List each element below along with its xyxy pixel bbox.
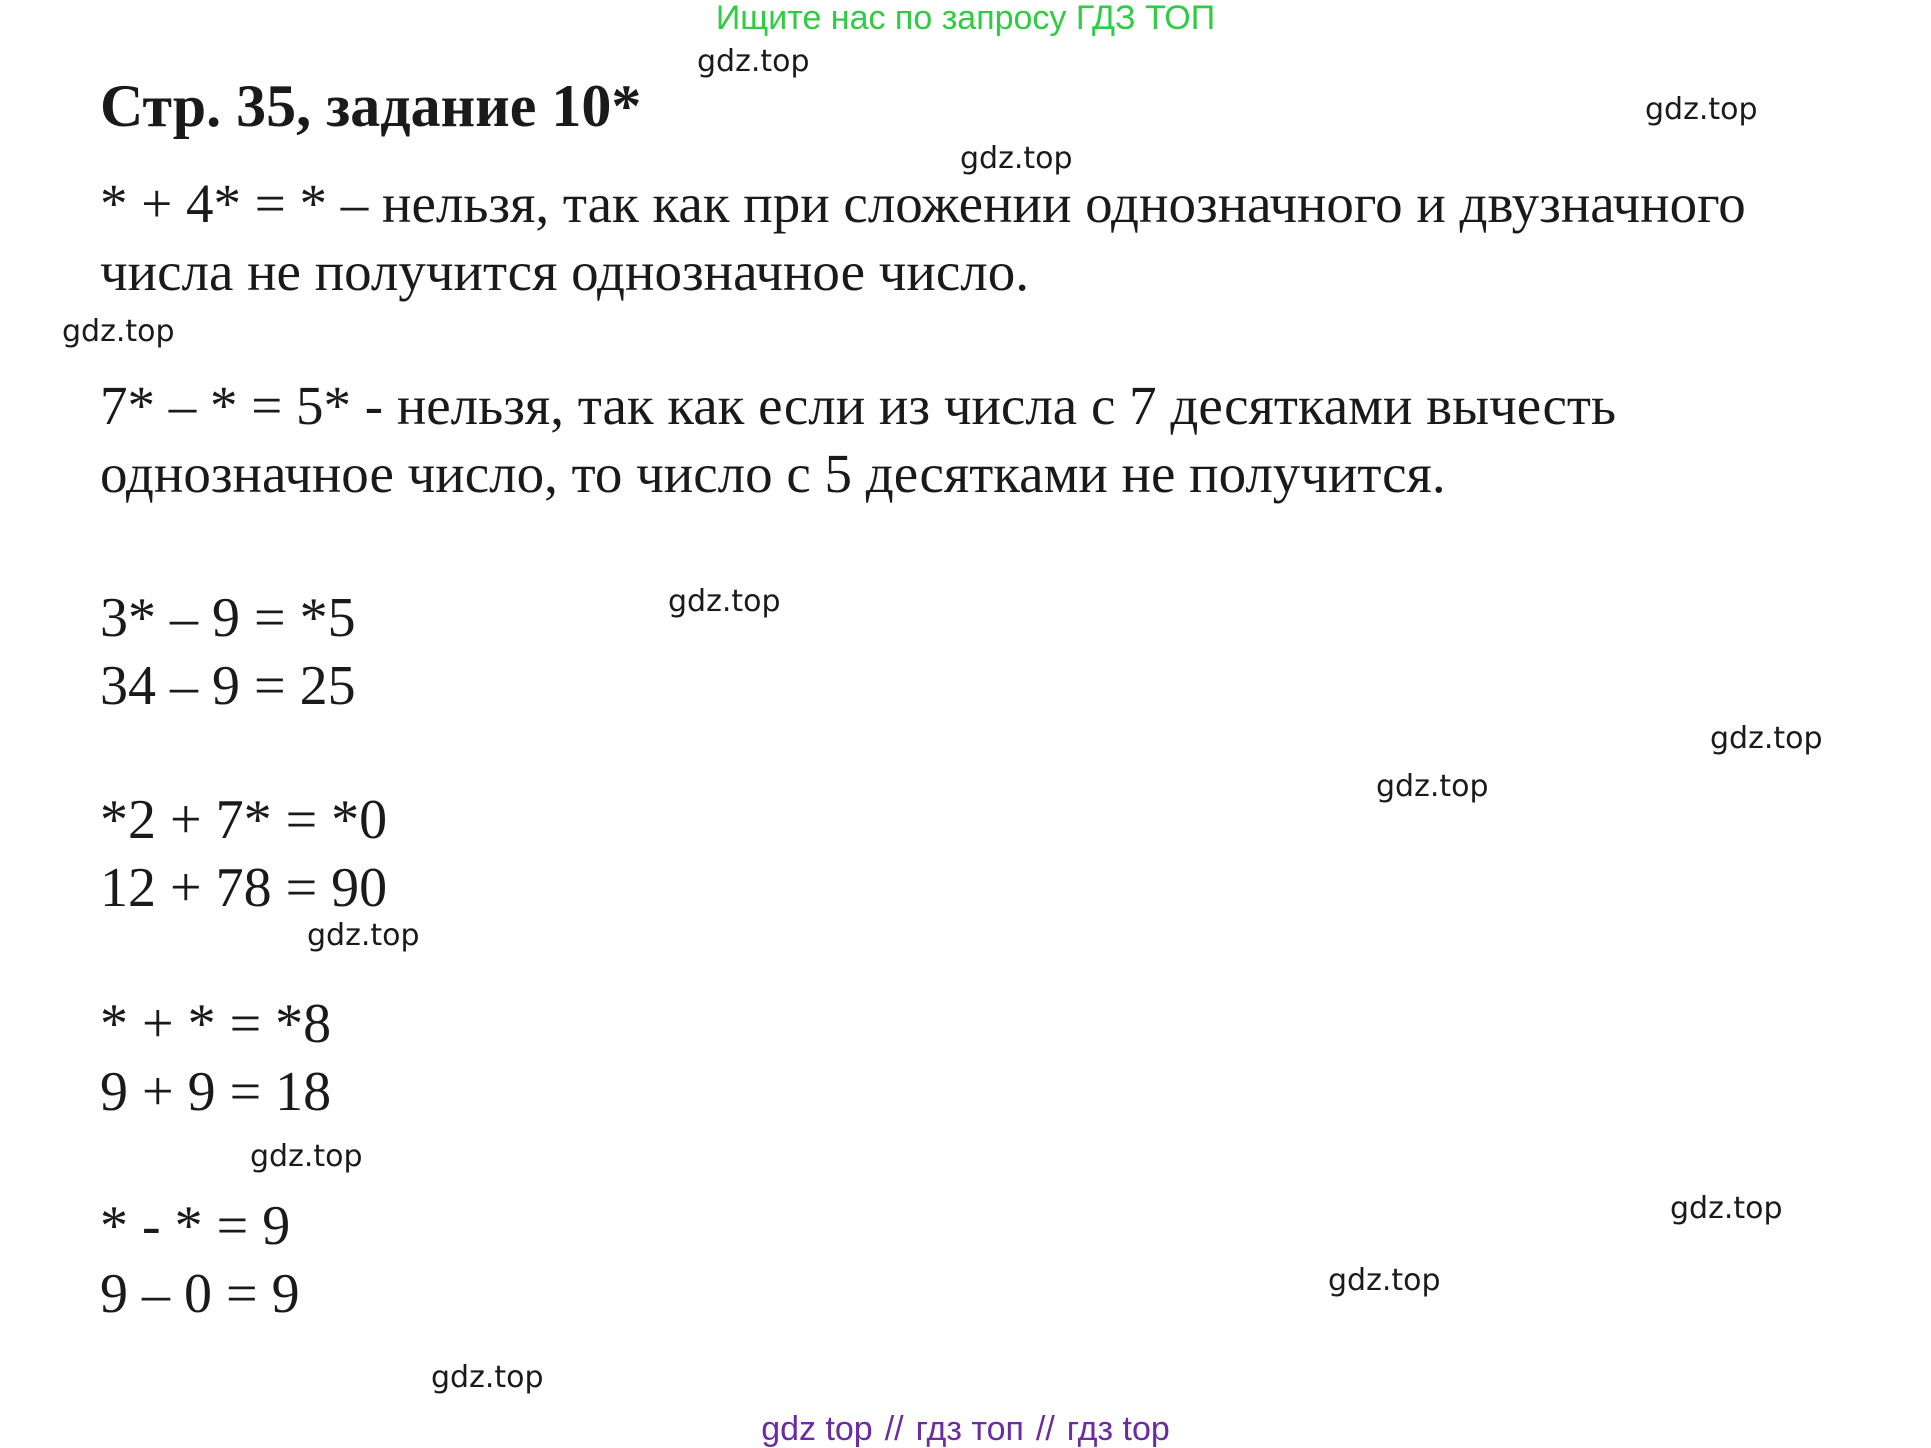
watermark: gdz.top [1376, 769, 1489, 804]
footer-link-gdz-top[interactable]: gdz top [761, 1410, 873, 1448]
watermark: gdz.top [1328, 1263, 1441, 1298]
paragraph-1-line-1: * + 4* = * – нельзя, так как при сложении однозначного и двузначного [100, 173, 1746, 234]
equation-3-pattern: * + * = *8 [100, 993, 332, 1055]
watermark: gdz.top [431, 1360, 544, 1395]
watermark: gdz.top [697, 44, 810, 79]
page-title: Стр. 35, задание 10* [100, 73, 642, 139]
equation-4-solution: 9 – 0 = 9 [100, 1263, 300, 1325]
footer-separator: // [1035, 1410, 1055, 1448]
equation-1-solution: 34 – 9 = 25 [100, 655, 356, 717]
watermark: gdz.top [1710, 721, 1823, 756]
watermark: gdz.top [1645, 92, 1758, 127]
footer-link-gdz-top-mixed[interactable]: гдз top [1066, 1410, 1170, 1448]
equation-2-pattern: *2 + 7* = *0 [100, 789, 388, 851]
paragraph-2-line-2: однозначное число, то число с 5 десятками не получится. [100, 443, 1446, 504]
watermark: gdz.top [668, 584, 781, 619]
watermark: gdz.top [307, 918, 420, 953]
paragraph-1-line-2: числа не получится однозначное число. [100, 241, 1029, 302]
equation-1-pattern: 3* – 9 = *5 [100, 587, 356, 649]
watermark: gdz.top [960, 141, 1073, 176]
search-banner[interactable]: Ищите нас по запросу ГДЗ ТОП [715, 0, 1216, 37]
footer-separator: // [884, 1410, 904, 1448]
watermark: gdz.top [250, 1139, 363, 1174]
footer-links [0, 1410, 1931, 1448]
footer-link-gdz-top-ru[interactable]: гдз топ [915, 1410, 1024, 1448]
watermark: gdz.top [1670, 1191, 1783, 1226]
equation-4-pattern: * - * = 9 [100, 1195, 291, 1257]
watermark: gdz.top [62, 314, 175, 349]
equation-3-solution: 9 + 9 = 18 [100, 1061, 332, 1123]
equation-2-solution: 12 + 78 = 90 [100, 857, 388, 919]
paragraph-2-line-1: 7* – * = 5* - нельзя, так как если из числа с 7 десятками вычесть [100, 375, 1617, 436]
